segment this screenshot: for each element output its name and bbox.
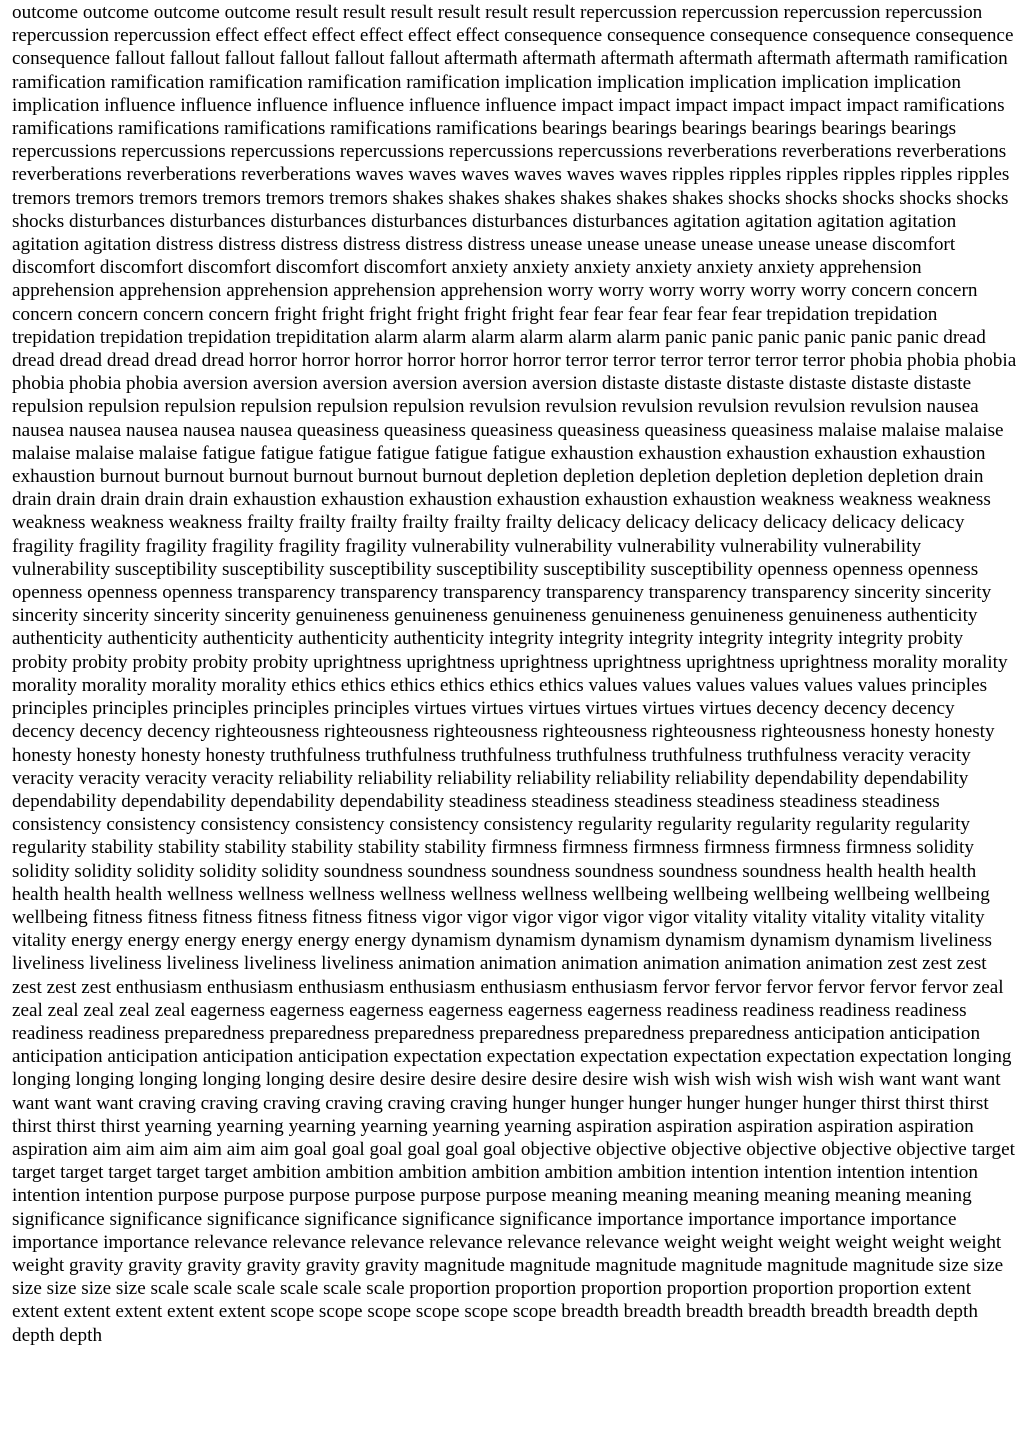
document-text: outcome outcome outcome outcome result result result result result result repercussion repercussion repercussion repercussion repercussion repercussion effect effect effect effect effect effect consequence consequence consequence consequence consequence consequence fallout fallout fallout fallout fallout fallout aftermath aftermath aftermath aftermath aftermath aftermath ramification ramification ramification ramification ramification ramification implication implication implication implication implication implication influence influence influence influence influence influence impact impact impact impact impact impact ramifications ramifications ramifications ramifications ramifications ramifications bearings bearings bearings bearings bearings bearings repercussions repercussions repercussions repercussions repercussions repercussions reverberations reverberations reverberations reverberations reverberations reverberations waves waves waves waves waves waves ripples ripples ripples ripples ripples ripples tremors tremors tremors tremors tremors tremors shakes shakes shakes shakes shakes shakes shocks shocks shocks shocks shocks shocks disturbances disturbances disturbances disturbances disturbances disturbances agitation agitation agitation agitation agitation agitation distress distress distress distress distress distress unease unease unease unease unease unease discomfort discomfort discomfort discomfort discomfort discomfort anxiety anxiety anxiety anxiety anxiety anxiety apprehension apprehension apprehension apprehension apprehension apprehension worry worry worry worry worry worry concern concern concern concern concern concern fright fright fright fright fright fright fear fear fear fear fear fear trepidation trepidation trepidation trepidation trepidation trepiditation alarm alarm alarm alarm alarm alarm panic panic panic panic panic panic dread dread dread dread dread dread horror horror horror horror horror horror terror terror terror terror terror terror phobia phobia phobia phobia phobia phobia aversion aversion aversion aversion aversion aversion distaste distaste distaste distaste distaste distaste repulsion repulsion repulsion repulsion repulsion repulsion revulsion revulsion revulsion revulsion revulsion revulsion nausea nausea nausea nausea nausea nausea queasiness queasiness queasiness queasiness queasiness queasiness malaise malaise malaise malaise malaise malaise fatigue fatigue fatigue fatigue fatigue fatigue exhaustion exhaustion exhaustion exhaustion exhaustion exhaustion burnout burnout burnout burnout burnout burnout depletion depletion depletion depletion depletion depletion drain drain drain drain drain drain exhaustion exhaustion exhaustion exhaustion exhaustion exhaustion weakness weakness weakness weakness weakness weakness frailty frailty frailty frailty frailty frailty delicacy delicacy delicacy delicacy delicacy delicacy fragility fragility fragility fragility fragility fragility vulnerability vulnerability vulnerability vulnerability vulnerability vulnerability susceptibility susceptibility susceptibility susceptibility susceptibility susceptibility openness openness openness openness openness openness transparency transparency transparency transparency transparency transparency sincerity sincerity sincerity sincerity sincerity sincerity genuineness genuineness genuineness genuineness genuineness genuineness authenticity authenticity authenticity authenticity authenticity authenticity integrity integrity integrity integrity integrity integrity probity probity probity probity probity probity uprightness uprightness uprightness uprightness uprightness uprightness morality morality morality morality morality morality ethics ethics ethics ethics ethics ethics values values values values values values principles principles principles principles principles principles virtues virtues virtues virtues virtues virtues decency decency decency decency decency decency righteousness righteousness righteousness righteousness righteousness righteousness honesty honesty honesty honesty honesty honesty truthfulness truthfulness truthfulness truthfulness truthfulness truthfulness veracity veracity veracity veracity veracity veracity reliability reliability reliability reliability reliability reliability dependability dependability dependability dependability dependability dependability steadiness steadiness steadiness steadiness steadiness steadiness consistency consistency consistency consistency consistency consistency regularity regularity regularity regularity regularity regularity stability stability stability stability stability stability firmness firmness firmness firmness firmness firmness solidity solidity solidity solidity solidity solidity soundness soundness soundness soundness soundness soundness health health health health health health wellness wellness wellness wellness wellness wellness wellbeing wellbeing wellbeing wellbeing wellbeing wellbeing fitness fitness fitness fitness fitness fitness vigor vigor vigor vigor vigor vigor vitality vitality vitality vitality vitality vitality energy energy energy energy energy energy dynamism dynamism dynamism dynamism dynamism dynamism liveliness liveliness liveliness liveliness liveliness liveliness animation animation animation animation animation animation zest zest zest zest zest zest enthusiasm enthusiasm enthusiasm enthusiasm enthusiasm enthusiasm fervor fervor fervor fervor fervor fervor zeal zeal zeal zeal zeal zeal eagerness eagerness eagerness eagerness eagerness eagerness readiness readiness readiness readiness readiness readiness preparedness preparedness preparedness preparedness preparedness preparedness anticipation anticipation anticipation anticipation anticipation anticipation expectation expectation expectation expectation expectation expectation longing longing longing longing longing longing desire desire desire desire desire desire wish wish wish wish wish wish want want want want want want craving craving craving craving craving craving hunger hunger hunger hunger hunger hunger thirst thirst thirst thirst thirst thirst yearning yearning yearning yearning yearning yearning aspiration aspiration aspiration aspiration aspiration aspiration aim aim aim aim aim aim goal goal goal goal goal goal objective objective objective objective objective objective target target target target target target ambition ambition ambition ambition ambition ambition intention intention intention intention intention intention purpose purpose purpose purpose purpose purpose meaning meaning meaning meaning meaning meaning significance significance significance significance significance significance importance importance importance importance importance importance relevance relevance relevance relevance relevance relevance weight weight weight weight weight weight weight gravity gravity gravity gravity gravity gravity magnitude magnitude magnitude magnitude magnitude magnitude size size size size size size scale scale scale scale scale scale proportion proportion proportion proportion proportion proportion extent extent extent extent extent extent scope scope scope scope scope scope breadth breadth breadth breadth breadth breadth depth depth depth	[12, 2, 1017, 1346]
